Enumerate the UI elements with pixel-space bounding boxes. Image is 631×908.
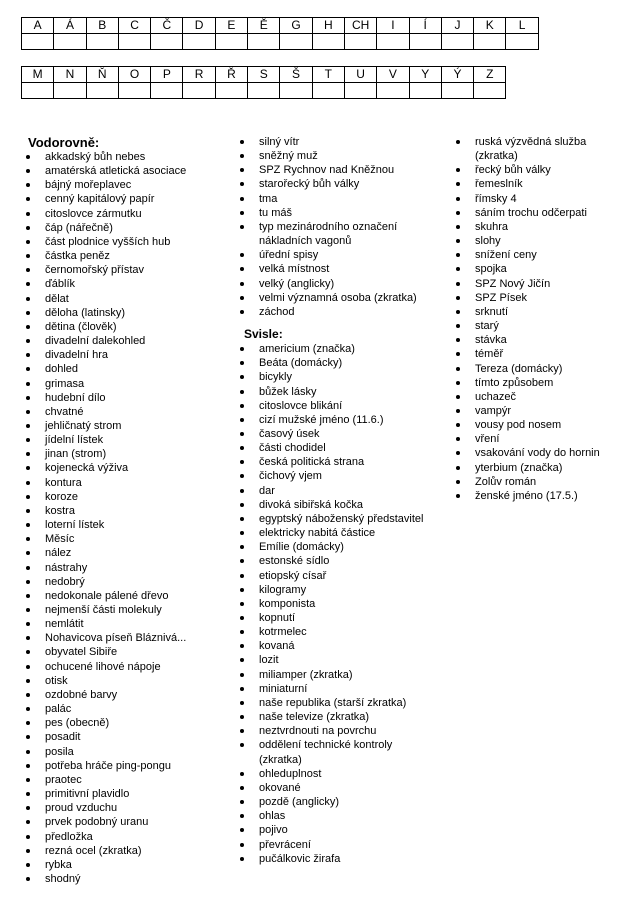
letter-cell: S xyxy=(248,67,280,83)
across-clue: rybka xyxy=(24,858,229,872)
answer-cell[interactable] xyxy=(280,83,312,99)
answer-cell[interactable] xyxy=(344,83,376,99)
down-clue: SPZ Nový Jičín xyxy=(454,277,622,291)
down-clue: Beáta (domácky) xyxy=(238,356,438,370)
across-clue: Měsíc xyxy=(24,532,229,546)
answer-cell[interactable] xyxy=(118,83,150,99)
down-clue: čichový vjem xyxy=(238,469,438,483)
across-clue: kojenecká výživa xyxy=(24,461,229,475)
down-clue: kopnutí xyxy=(238,611,438,625)
down-clue: egyptský náboženský představitel xyxy=(238,512,438,526)
down-clue: etiopský císař xyxy=(238,569,438,583)
down-clue: ohlas xyxy=(238,809,438,823)
across-list-part-2 xyxy=(238,135,438,319)
down-clue: cizí mužské jméno (11.6.) xyxy=(238,413,438,427)
answer-cell[interactable] xyxy=(248,83,280,99)
across-clue: velká místnost xyxy=(238,262,438,276)
answer-cell[interactable] xyxy=(54,83,86,99)
clue-column-3 xyxy=(454,135,622,503)
across-clue: praotec xyxy=(24,773,229,787)
across-clue: posadit xyxy=(24,730,229,744)
answer-cell[interactable] xyxy=(151,34,183,50)
answer-cell[interactable] xyxy=(409,34,441,50)
down-clue: Emílie (domácky) xyxy=(238,540,438,554)
across-clue: silný vítr xyxy=(238,135,438,149)
down-clue: bicykly xyxy=(238,370,438,384)
across-clue: kostra xyxy=(24,504,229,518)
down-clue: komponista xyxy=(238,597,438,611)
across-clue: koroze xyxy=(24,490,229,504)
letter-cell: Ý xyxy=(441,67,473,83)
across-clue: akkadský bůh nebes xyxy=(24,150,229,164)
down-clue: vření xyxy=(454,432,622,446)
answer-cell[interactable] xyxy=(215,83,247,99)
across-clue: shodný xyxy=(24,872,229,886)
letter-cell: E xyxy=(215,18,247,34)
across-clue: nedobrý xyxy=(24,575,229,589)
down-clue: srknutí xyxy=(454,305,622,319)
across-clue: nedokonale pálené dřevo xyxy=(24,589,229,603)
across-clue: částka peněz xyxy=(24,249,229,263)
letter-cell: Ň xyxy=(86,67,118,83)
down-clue: části chodidel xyxy=(238,441,438,455)
answer-cell[interactable] xyxy=(54,34,86,50)
across-clue: tu máš xyxy=(238,206,438,220)
down-clue: oddělení technické kontroly (zkratka) xyxy=(238,738,438,766)
letter-cell: Z xyxy=(474,67,506,83)
down-clue: slohy xyxy=(454,234,622,248)
across-clue: potřeba hráče ping-pongu xyxy=(24,759,229,773)
across-clue: grimasa xyxy=(24,377,229,391)
down-clue: kovaná xyxy=(238,639,438,653)
down-list-part-2 xyxy=(454,135,622,503)
letter-cell: I xyxy=(377,18,409,34)
across-clue: otisk xyxy=(24,674,229,688)
across-clue: nejmenší části molekuly xyxy=(24,603,229,617)
down-clue: divoká sibiřská kočka xyxy=(238,498,438,512)
down-heading: Svisle: xyxy=(244,327,283,342)
across-clue: tma xyxy=(238,192,438,206)
answer-cell[interactable] xyxy=(118,34,150,50)
letter-cell: Ř xyxy=(215,67,247,83)
across-clue: dohled xyxy=(24,362,229,376)
across-clue: starořecký bůh války xyxy=(238,177,438,191)
letter-grid-row-1 xyxy=(21,17,539,50)
down-clue: tímto způsobem xyxy=(454,376,622,390)
across-clue: rezná ocel (zkratka) xyxy=(24,844,229,858)
answer-cell[interactable] xyxy=(215,34,247,50)
letter-cell: Š xyxy=(280,67,312,83)
across-clue: dělat xyxy=(24,292,229,306)
down-clue: uchazeč xyxy=(454,390,622,404)
down-clue: kilogramy xyxy=(238,583,438,597)
letter-cell: D xyxy=(183,18,215,34)
answer-cell[interactable] xyxy=(22,34,54,50)
letter-cell: A xyxy=(22,18,54,34)
down-clue: pučálkovic žirafa xyxy=(238,852,438,866)
across-clue: záchod xyxy=(238,305,438,319)
letter-cell: T xyxy=(312,67,344,83)
down-clue: řecký bůh války xyxy=(454,163,622,177)
down-clue: téměř xyxy=(454,347,622,361)
down-clue: yterbium (značka) xyxy=(454,461,622,475)
across-clue: hudební dílo xyxy=(24,391,229,405)
down-clue: skuhra xyxy=(454,220,622,234)
down-clue: ženské jméno (17.5.) xyxy=(454,489,622,503)
letter-cell: H xyxy=(312,18,344,34)
letter-cell: V xyxy=(377,67,409,83)
letter-cell: Ě xyxy=(248,18,280,34)
down-clue: ruská výzvědná služba (zkratka) xyxy=(454,135,622,163)
across-clue: pes (obecně) xyxy=(24,716,229,730)
across-clue: nález xyxy=(24,546,229,560)
across-clue: sněžný muž xyxy=(238,149,438,163)
down-clue: miliamper (zkratka) xyxy=(238,668,438,682)
across-clue: palác xyxy=(24,702,229,716)
across-clue: jehličnatý strom xyxy=(24,419,229,433)
across-clue: proud vzduchu xyxy=(24,801,229,815)
across-clue: čáp (nářečně) xyxy=(24,221,229,235)
answer-cell[interactable] xyxy=(183,34,215,50)
down-clue: ohleduplnost xyxy=(238,767,438,781)
down-clue: spojka xyxy=(454,262,622,276)
answer-cell[interactable] xyxy=(312,83,344,99)
down-clue: řemeslník xyxy=(454,177,622,191)
across-heading: Vodorovně: xyxy=(28,135,100,150)
down-clue: pojivo xyxy=(238,823,438,837)
across-clue: velký (anglicky) xyxy=(238,277,438,291)
across-clue: cenný kapitálový papír xyxy=(24,192,229,206)
across-clue: jídelní lístek xyxy=(24,433,229,447)
across-clue: část plodnice vyšších hub xyxy=(24,235,229,249)
down-clue: česká politická strana xyxy=(238,455,438,469)
letter-cell: J xyxy=(441,18,473,34)
across-clue: dětina (člověk) xyxy=(24,320,229,334)
letter-cell: P xyxy=(151,67,183,83)
across-clue: jinan (strom) xyxy=(24,447,229,461)
down-clue: Zolův román xyxy=(454,475,622,489)
clue-column-1 xyxy=(24,135,229,886)
across-clue: amatérská atletická asociace xyxy=(24,164,229,178)
across-clue: divadelní hra xyxy=(24,348,229,362)
letter-cell: Č xyxy=(151,18,183,34)
answer-cell[interactable] xyxy=(474,34,506,50)
across-clue: Nohavicova píseň Bláznivá... xyxy=(24,631,229,645)
down-clue: římsky 4 xyxy=(454,192,622,206)
answer-cell[interactable] xyxy=(441,34,473,50)
down-clue: naše televize (zkratka) xyxy=(238,710,438,724)
answer-cell[interactable] xyxy=(312,34,344,50)
down-clue: starý xyxy=(454,319,622,333)
answer-cell[interactable] xyxy=(377,34,409,50)
across-list-part-1 xyxy=(24,150,229,886)
across-clue: SPZ Rychnov nad Kněžnou xyxy=(238,163,438,177)
down-clue: sáním trochu odčerpati xyxy=(454,206,622,220)
across-clue: chvatné xyxy=(24,405,229,419)
across-clue: citoslovce zármutku xyxy=(24,207,229,221)
letter-cell: K xyxy=(474,18,506,34)
down-clue: dar xyxy=(238,484,438,498)
letter-cell: Y xyxy=(409,67,441,83)
down-clue: lozit xyxy=(238,653,438,667)
answer-cell[interactable] xyxy=(86,83,118,99)
letter-cell: L xyxy=(506,18,538,34)
across-clue: divadelní dalekohled xyxy=(24,334,229,348)
across-clue: nemlátit xyxy=(24,617,229,631)
across-clue: typ mezinárodního označení nákladních vagonů xyxy=(238,220,438,248)
answer-cell[interactable] xyxy=(441,83,473,99)
across-clue: primitivní plavidlo xyxy=(24,787,229,801)
across-clue: úřední spisy xyxy=(238,248,438,262)
down-clue: pozdě (anglicky) xyxy=(238,795,438,809)
down-clue: vousy pod nosem xyxy=(454,418,622,432)
answer-cell[interactable] xyxy=(86,34,118,50)
answer-cell[interactable] xyxy=(344,34,376,50)
down-clue: citoslovce blikání xyxy=(238,399,438,413)
letter-cell: C xyxy=(118,18,150,34)
down-clue: neztvrdnouti na povrchu xyxy=(238,724,438,738)
down-list-part-1 xyxy=(238,342,438,866)
down-clue: miniaturní xyxy=(238,682,438,696)
down-clue: Tereza (domácky) xyxy=(454,362,622,376)
across-clue: bájný mořeplavec xyxy=(24,178,229,192)
across-clue: posila xyxy=(24,745,229,759)
answer-cell[interactable] xyxy=(183,83,215,99)
down-clue: vampýr xyxy=(454,404,622,418)
across-clue: ozdobné barvy xyxy=(24,688,229,702)
across-clue: obyvatel Sibiře xyxy=(24,645,229,659)
down-clue: SPZ Písek xyxy=(454,291,622,305)
letter-cell: B xyxy=(86,18,118,34)
answer-cell[interactable] xyxy=(280,34,312,50)
answer-cell[interactable] xyxy=(377,83,409,99)
down-clue: snížení ceny xyxy=(454,248,622,262)
answer-cell[interactable] xyxy=(22,83,54,99)
letter-cell: CH xyxy=(344,18,376,34)
answer-cell[interactable] xyxy=(506,34,538,50)
down-clue: převrácení xyxy=(238,838,438,852)
across-clue: prvek podobný uranu xyxy=(24,815,229,829)
answer-cell[interactable] xyxy=(409,83,441,99)
across-clue: velmi významná osoba (zkratka) xyxy=(238,291,438,305)
letter-grid-row-2 xyxy=(21,66,506,99)
down-clue: okované xyxy=(238,781,438,795)
across-clue: nástrahy xyxy=(24,561,229,575)
across-clue: černomořský přístav xyxy=(24,263,229,277)
down-clue: americium (značka) xyxy=(238,342,438,356)
letter-cell: M xyxy=(22,67,54,83)
letter-cell: R xyxy=(183,67,215,83)
answer-cell[interactable] xyxy=(248,34,280,50)
across-clue: ďáblík xyxy=(24,277,229,291)
letter-cell: O xyxy=(118,67,150,83)
down-clue: kotrmelec xyxy=(238,625,438,639)
down-clue: stávka xyxy=(454,333,622,347)
letter-cell: N xyxy=(54,67,86,83)
across-clue: kontura xyxy=(24,476,229,490)
clue-column-2 xyxy=(238,135,438,866)
down-clue: elektricky nabitá částice xyxy=(238,526,438,540)
across-clue: děloha (latinsky) xyxy=(24,306,229,320)
answer-cell[interactable] xyxy=(151,83,183,99)
letter-cell: G xyxy=(280,18,312,34)
down-clue: estonské sídlo xyxy=(238,554,438,568)
letter-cell: Á xyxy=(54,18,86,34)
down-clue: vsakování vody do hornin xyxy=(454,446,622,460)
letter-cell: Í xyxy=(409,18,441,34)
across-clue: ochucené lihové nápoje xyxy=(24,660,229,674)
answer-cell[interactable] xyxy=(474,83,506,99)
down-clue: naše republika (starší zkratka) xyxy=(238,696,438,710)
across-clue: loterní lístek xyxy=(24,518,229,532)
letter-cell: U xyxy=(344,67,376,83)
down-clue: bůžek lásky xyxy=(238,385,438,399)
across-clue: předložka xyxy=(24,830,229,844)
down-clue: časový úsek xyxy=(238,427,438,441)
